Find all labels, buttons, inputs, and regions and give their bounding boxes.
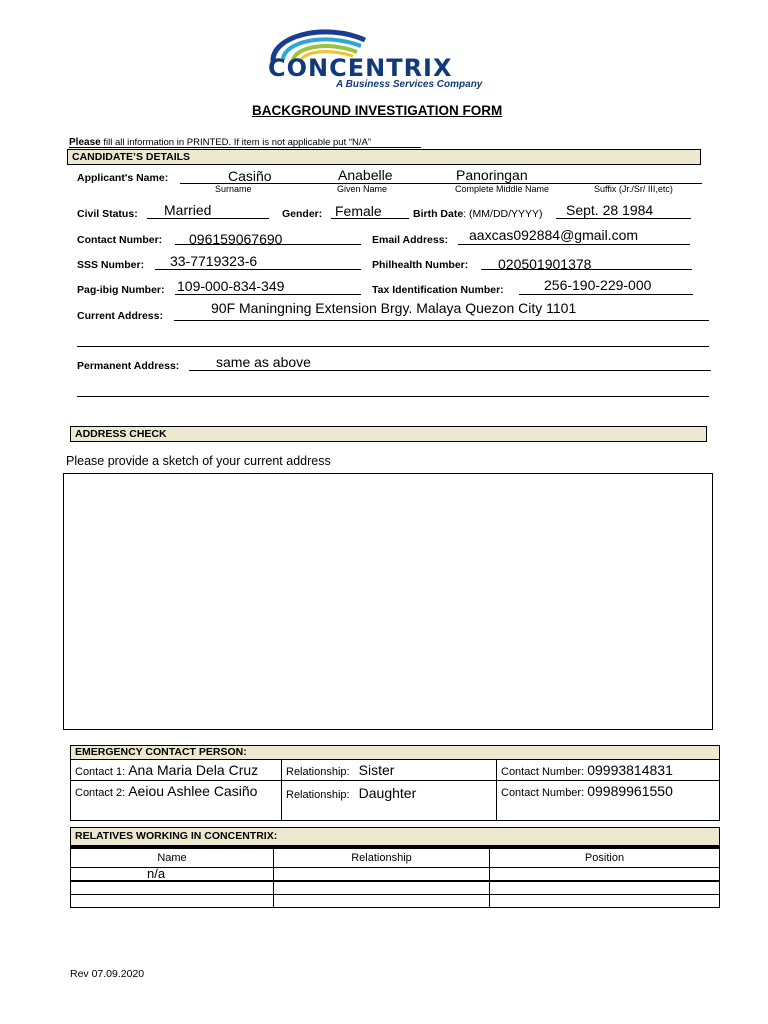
contact-2-relationship[interactable]: Daughter — [358, 785, 417, 801]
surname-caption: Surname — [215, 184, 252, 194]
pagibig-label: Pag-ibig Number: — [77, 284, 165, 296]
relative-position-cell[interactable] — [490, 894, 720, 907]
emergency-contact-row — [71, 760, 720, 781]
given-name-caption: Given Name — [337, 184, 388, 194]
contact-2-number[interactable]: 09989961550 — [587, 783, 673, 799]
contact-1-relationship[interactable]: Sister — [358, 762, 395, 778]
candidate-details-header — [67, 149, 701, 165]
address-check-header — [70, 426, 707, 442]
relatives-col-position: Position — [490, 849, 720, 868]
relatives-header — [70, 827, 720, 848]
relatives-title: RELATIVES WORKING IN CONCENTRIX: — [75, 830, 278, 842]
current-address-label: Current Address: — [77, 310, 163, 322]
current-address-value[interactable]: 90F Maningning Extension Brgy. Malaya Quezon City 1101 — [211, 300, 577, 316]
applicant-name-label: Applicant's Name: — [77, 172, 169, 184]
contact-2-relationship-label: Relationship: — [286, 789, 350, 801]
sketch-box[interactable] — [63, 473, 713, 730]
permanent-address-line-2 — [77, 396, 709, 397]
civil-status-line — [147, 218, 269, 219]
contact-2-name[interactable]: Aeiou Ashlee Casiño — [128, 783, 258, 799]
contact-number-label: Contact Number: — [77, 234, 163, 246]
philhealth-label: Philhealth Number: — [372, 259, 469, 271]
instruction-underline — [69, 147, 421, 148]
relative-position-cell[interactable] — [490, 868, 720, 882]
logo-tagline: A Business Services Company — [336, 79, 483, 90]
relatives-header-row — [71, 849, 720, 868]
sss-label: SSS Number: — [77, 259, 145, 271]
contact-1-label: Contact 1: — [75, 766, 126, 778]
tin-label: Tax Identification Number: — [372, 284, 504, 296]
table-row — [71, 894, 720, 907]
birth-date-line — [556, 218, 691, 219]
relatives-table — [70, 848, 720, 908]
sketch-instruction: Please provide a sketch of your current address — [66, 454, 331, 468]
instruction-text: fill all information in PRINTED. If item is not applicable put “N/A” — [100, 137, 372, 148]
relatives-col-name: Name — [71, 849, 274, 868]
tin-line — [519, 294, 693, 295]
tin-value[interactable]: 256-190-229-000 — [544, 277, 652, 293]
relative-relationship-cell[interactable] — [274, 894, 490, 907]
gender-value[interactable]: Female — [335, 203, 382, 219]
permanent-address-line — [189, 370, 711, 371]
email-value[interactable]: aaxcas092884@gmail.com — [469, 227, 639, 243]
gender-label: Gender: — [282, 208, 323, 220]
birth-date-label: Birth Date: (MM/DD/YYYY) — [413, 208, 543, 220]
sss-value[interactable]: 33-7719323-6 — [170, 253, 258, 269]
suffix-caption: Suffix (Jr./Sr/ III,etc) — [594, 184, 673, 194]
relative-name-cell[interactable] — [71, 894, 274, 907]
contact-number-value[interactable]: 096159067690 — [189, 231, 283, 247]
logo-wordmark: CONCENTRIX — [268, 54, 453, 82]
email-label: Email Address: — [372, 234, 449, 246]
relative-relationship-cell[interactable] — [274, 868, 490, 882]
civil-status-value[interactable]: Married — [164, 202, 212, 218]
birth-date-format: (MM/DD/YYYY) — [469, 208, 543, 220]
address-check-title: ADDRESS CHECK — [75, 428, 167, 440]
birth-date-value[interactable]: Sept. 28 1984 — [566, 202, 654, 218]
emergency-contact-row — [71, 781, 720, 821]
middle-name-caption: Complete Middle Name — [455, 184, 550, 194]
sss-line — [155, 269, 361, 270]
instruction-bold: Please — [69, 137, 101, 148]
relative-name-cell[interactable]: n/a — [71, 868, 274, 882]
relative-position-cell[interactable] — [490, 881, 720, 894]
relatives-col-relationship: Relationship — [274, 849, 490, 868]
civil-status-label: Civil Status: — [77, 208, 138, 220]
email-line — [458, 244, 690, 245]
surname-value[interactable]: Casiño — [228, 168, 272, 184]
contact-1-number-label: Contact Number: — [501, 766, 585, 778]
candidate-details-title: CANDIDATE’S DETAILS — [72, 151, 191, 163]
relative-name-cell[interactable] — [71, 881, 274, 894]
philhealth-value[interactable]: 020501901378 — [498, 256, 592, 272]
permanent-address-label: Permanent Address: — [77, 360, 180, 372]
contact-1-name[interactable]: Ana Maria Dela Cruz — [128, 762, 259, 778]
current-address-line — [174, 320, 709, 321]
relative-relationship-cell[interactable] — [274, 881, 490, 894]
pagibig-value[interactable]: 109-000-834-349 — [177, 278, 285, 294]
contact-1-number[interactable]: 09993814831 — [587, 762, 673, 778]
emergency-contact-title: EMERGENCY CONTACT PERSON: — [75, 746, 247, 758]
emergency-contact-table — [70, 759, 720, 821]
contact-2-label: Contact 2: — [75, 787, 126, 799]
table-row — [71, 881, 720, 894]
current-address-line-2 — [77, 346, 709, 347]
middle-name-value[interactable]: Panoringan — [456, 167, 528, 183]
permanent-address-value[interactable]: same as above — [216, 354, 311, 370]
revision-note: Rev 07.09.2020 — [70, 968, 145, 980]
table-row — [71, 868, 720, 882]
emergency-contact-header — [70, 745, 720, 760]
form-title: BACKGROUND INVESTIGATION FORM — [252, 103, 503, 118]
contact-2-number-label: Contact Number: — [501, 787, 585, 799]
given-name-value[interactable]: Anabelle — [338, 167, 393, 183]
pagibig-line — [175, 294, 361, 295]
contact-1-relationship-label: Relationship: — [286, 766, 350, 778]
